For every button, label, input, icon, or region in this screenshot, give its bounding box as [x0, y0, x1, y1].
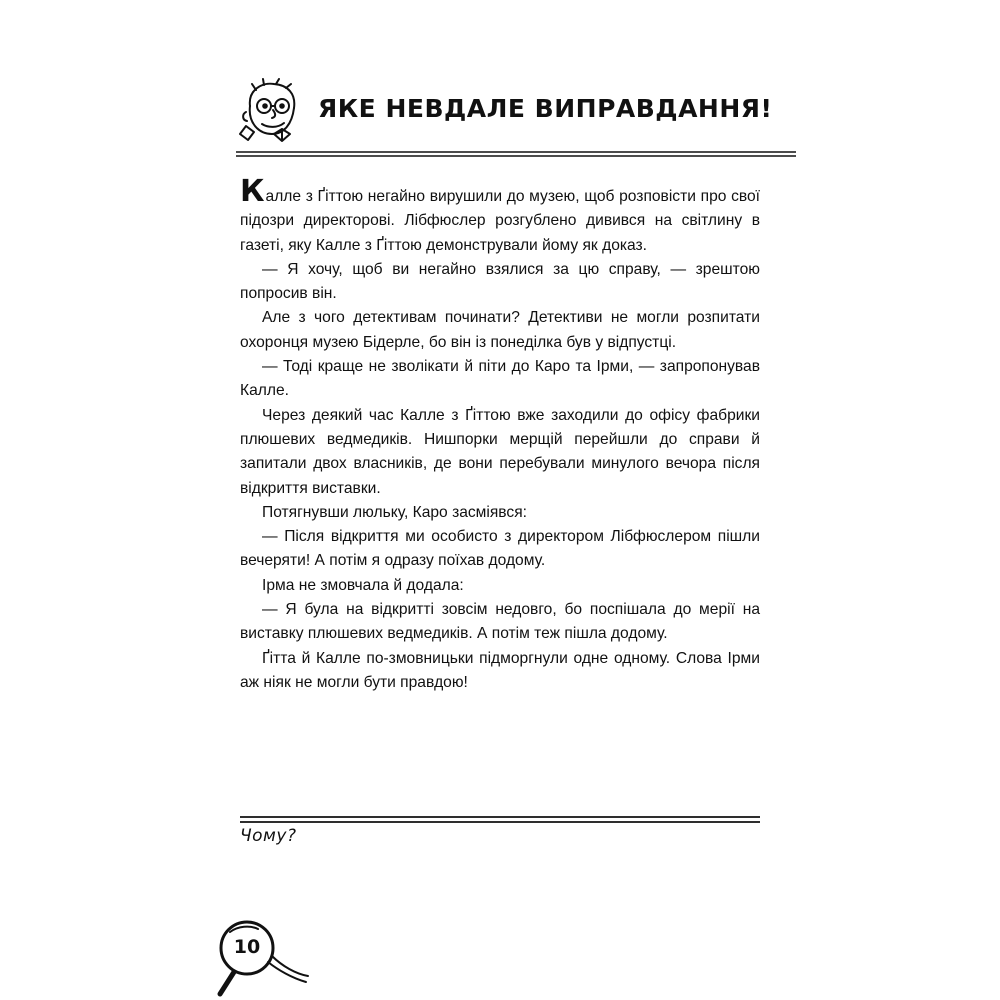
detective-face-icon	[236, 76, 308, 142]
page-number: 10	[233, 936, 261, 958]
story-paragraph: — Я хочу, щоб ви негайно взялися за цю справу, — зрештою попросив він.	[240, 260, 760, 303]
drop-cap: К	[240, 174, 265, 209]
magnifying-glass-icon	[216, 918, 310, 998]
story-text	[240, 174, 760, 695]
story-paragraph: Потягнувши люльку, Каро засміявся:	[262, 503, 527, 521]
story-paragraph: Через деякий час Калле з Ґіттою вже заходили до офісу фабрики плюшевих ведмедиків. Нишпорки мерщій перейшли до справи й запитали двох власників, де вони перебували минулого вечора після відкриття виставки.	[240, 406, 760, 497]
chapter-title: ЯКЕ НЕВДАЛЕ ВИПРАВДАННЯ!	[318, 94, 773, 123]
story-paragraph: — Тоді краще не зволікати й піти до Каро та Ірми, — запропонував Калле.	[240, 358, 760, 400]
story-paragraph: Ґітта й Калле по-змовницьки підморгнули одне одному. Слова Ірми аж ніяк не могли бути правдою!	[240, 649, 760, 691]
answer-divider	[240, 814, 760, 826]
chapter-header	[236, 72, 796, 158]
story-paragraph: Ірма не змовчала й додала:	[262, 576, 464, 594]
story-paragraph: — Після відкриття ми особисто з директором Лібфюслером пішли вечеряти! А потім я одразу поїхав додому.	[240, 528, 760, 570]
story-paragraph: Але з чого детективам починати? Детективи не могли розпитати охоронця музею Бідерле, бо він із понеділка був у відпустці.	[240, 309, 760, 351]
story-paragraph: — Я була на відкритті зовсім недовго, бо поспішала до мерії на виставку плюшевих ведмедиків. А потім теж пішла додому.	[240, 601, 760, 643]
answer-prompt: Чому?	[240, 826, 297, 846]
story-paragraph	[240, 174, 760, 258]
title-underline	[236, 150, 796, 158]
paragraph-text: алле з Ґіттою негайно вирушили до музею, щоб розповісти про свої підозри директорові. Лібфюслер розгублено дивився на світлину в газеті, яку Калле з Ґіттою демонстрували йому як доказ.	[240, 188, 760, 254]
